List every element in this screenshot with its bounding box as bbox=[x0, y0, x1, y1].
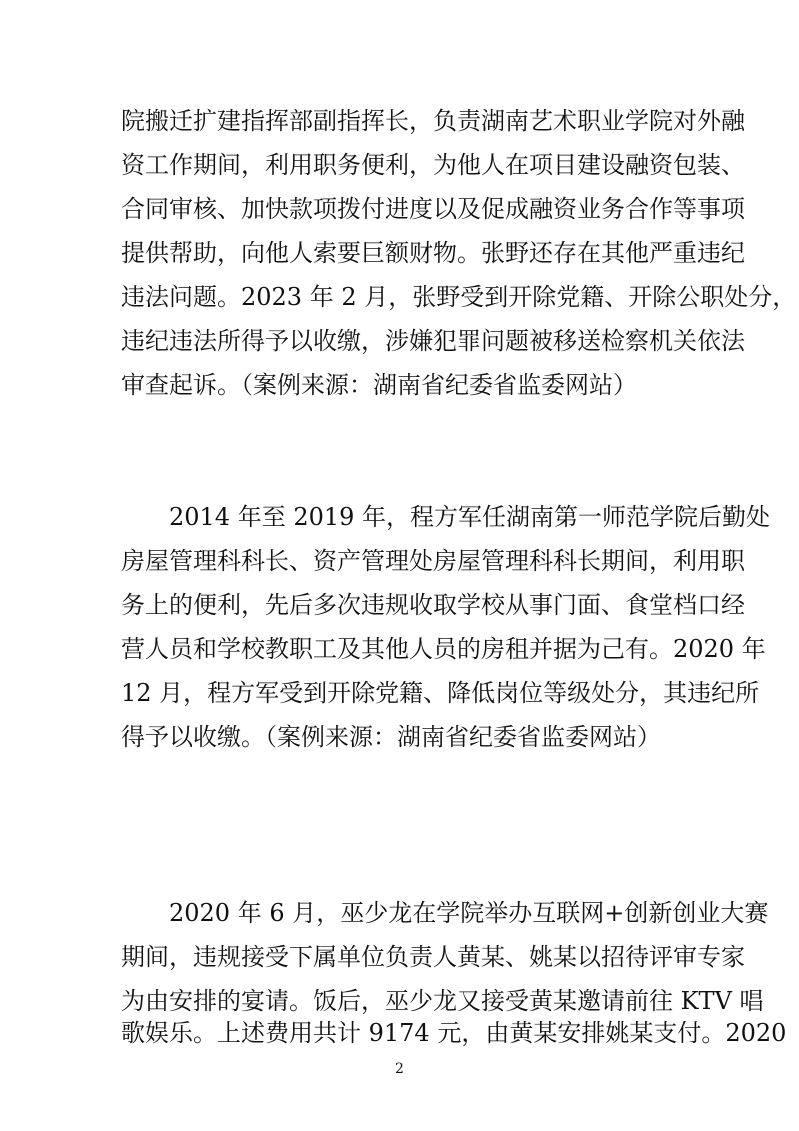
body-text-line: 房屋管理科科长、资产管理处房屋管理科科长期间，利用职 bbox=[121, 547, 745, 575]
body-text-line: 审查起诉。（案例来源：湖南省纪委省监委网站） bbox=[121, 371, 637, 399]
section-heading-line bbox=[121, 808, 683, 842]
body-text-line: 2020 年 6 月，巫少龙在学院举办互联网+创新创业大赛 bbox=[169, 899, 769, 927]
section-heading-line bbox=[169, 764, 683, 798]
body-text-line: 资工作期间，利用职务便利，为他人在项目建设融资包装、 bbox=[121, 151, 745, 179]
body-text-line: 为由安排的宴请。饭后，巫少龙又接受黄某邀请前往 KTV 唱 bbox=[121, 987, 764, 1015]
body-text-line: 歌娱乐。上述费用共计 9174 元，由黄某安排姚某支付。2020 bbox=[121, 1019, 787, 1047]
body-text-line: 违纪违法所得予以收缴，涉嫌犯罪问题被移送检察机关依法 bbox=[121, 327, 745, 355]
section-heading-line bbox=[121, 456, 683, 490]
body-text-line: 违法问题。2023 年 2 月，张野受到开除党籍、开除公职处分， bbox=[121, 283, 797, 311]
body-text-line: 合同审核、加快款项拨付进度以及促成融资业务合作等事项 bbox=[121, 195, 745, 223]
body-text-line: 提供帮助，向他人索要巨额财物。张野还存在其他严重违纪 bbox=[121, 239, 745, 267]
body-text-line: 2014 年至 2019 年，程方军任湖南第一师范学院后勤处 bbox=[169, 503, 771, 531]
page-number: 2 bbox=[395, 1061, 404, 1077]
body-text-line: 12 月，程方军受到开除党籍、降低岗位等级处分，其违纪所 bbox=[121, 679, 760, 707]
body-text-line: 期间，违规接受下属单位负责人黄某、姚某以招待评审专家 bbox=[121, 943, 745, 971]
section-heading-line bbox=[121, 852, 683, 886]
body-text-line: 院搬迁扩建指挥部副指挥长，负责湖南艺术职业学院对外融 bbox=[121, 107, 745, 135]
body-text-line: 得予以收缴。（案例来源：湖南省纪委省监委网站） bbox=[121, 723, 661, 751]
body-text-line: 务上的便利，先后多次违规收取学校从事门面、食堂档口经 bbox=[121, 591, 745, 619]
section-heading-line bbox=[169, 412, 683, 446]
body-text-line: 营人员和学校教职工及其他人员的房租并据为己有。2020 年 bbox=[121, 635, 766, 663]
